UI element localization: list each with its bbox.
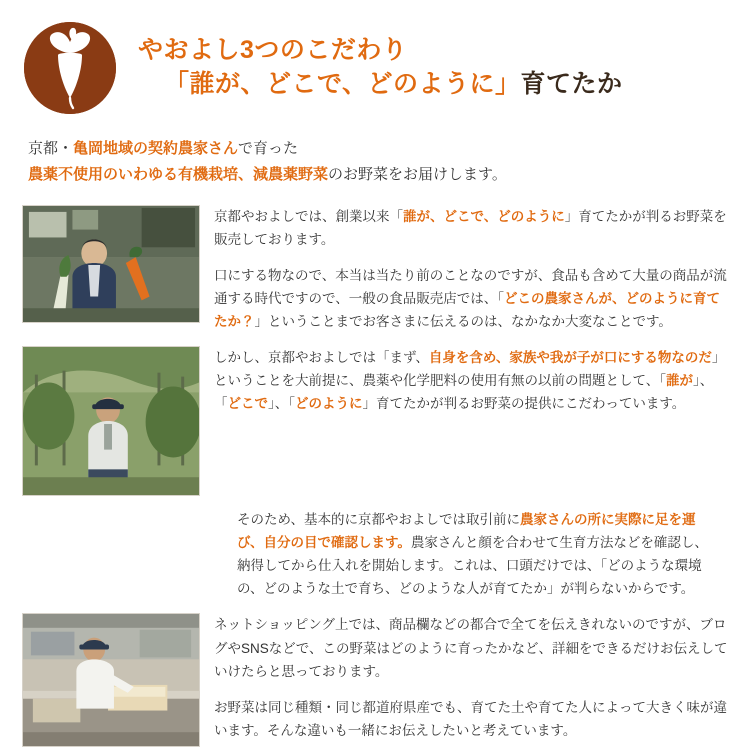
lead-paragraph (28, 136, 750, 189)
lead-line2-b: のお野菜をお届けします。 (328, 166, 507, 184)
highlight-phrase: どこで (227, 396, 268, 412)
page-title-quote: 「誰が、どこで、どのように」 (164, 70, 521, 98)
paragraph: 京都やおよしでは、創業以来「誰が、どこで、どのように」育てたかが判るお野菜を販売しております。 (214, 208, 727, 247)
highlight-phrase: 自身を含め、家族や我が子が口にする物なのだ (428, 349, 712, 365)
photo-farmer-in-field (22, 346, 200, 496)
paragraph: そのため、基本的に京都やおよしでは取引前に農家さんの所に実際に足を運び、自分の目で確認します。農家さんと顔を合わせて生育方法などを確認し、納得してから仕入れを開始します。これは、口頭だけでは、「どのような環境の、どのような土で育ち、どのような人が育てたか」が判らないからです。 (237, 511, 708, 597)
content-block (22, 205, 732, 334)
block-text (214, 346, 732, 416)
photo-packing-workshop (22, 613, 200, 747)
lead-line1-a: 京都・ (28, 140, 74, 157)
block-text-continued (22, 508, 732, 601)
lead-line1-b: で育った (238, 140, 299, 157)
content-blocks (0, 205, 750, 748)
highlight-phrase: 農家さんの所に実際に足を運び、自分の目で確認します。 (237, 511, 696, 550)
highlight-phrase: どこの農家さんが、どのように育てたか？ (214, 291, 720, 330)
page-header (0, 0, 750, 114)
block-text (214, 613, 732, 742)
content-block (22, 346, 732, 496)
paragraph: お野菜は同じ種類・同じ都道府県産でも、育てた土や育てた人によって大きく味が違います。そんな違いも一緒にお伝えしたいと考えています。 (214, 700, 727, 739)
content-block (22, 613, 732, 747)
highlight-phrase: 誰が、どこで、どのように (403, 208, 565, 224)
page-title-line2 (164, 68, 623, 102)
lead-line1-highlight: 亀岡地域の契約農家さん (73, 140, 239, 157)
paragraph: 口にする物なので、本当は当たり前のことなのですが、食品も含めて大量の商品が流通する時代ですので、一般の食品販売店では、「どこの農家さんが、どのように育てたか？」ということまでお客さまに伝えるのは、なかなか大変なことです。 (214, 267, 727, 330)
page-title-line1: やおよし3つのこだわり (138, 36, 408, 65)
radish-vegetable-icon (24, 22, 116, 114)
highlight-phrase: どのように (295, 396, 363, 412)
paragraph: ネットショッピング上では、商品欄などの都合で全てを伝えきれないのですが、ブログやSNSなどで、この野菜はどのように育ったかなど、詳細をできるだけお伝えしていけたらと思っております。 (214, 617, 728, 679)
block-text (214, 205, 732, 334)
paragraph: しかし、京都やおよしでは「まず、自身を含め、家族や我が子が口にする物なのだ」ということを大前提に、農薬や化学肥料の使用有無の以前の問題として、「誰が」、「どこで」、「どのように」育てたかが判るお野菜の提供にこだわっています。 (214, 349, 726, 412)
page-title-rest: 育てたか (520, 70, 623, 98)
lead-line-1 (28, 136, 750, 162)
lead-line-2 (28, 162, 750, 188)
photo-farmer-with-vegetables (22, 205, 200, 323)
header-titles (138, 34, 623, 102)
highlight-phrase: 誰が (665, 372, 693, 388)
lead-line2-highlight: 農薬不使用のいわゆる有機栽培、減農薬野菜 (28, 166, 329, 184)
